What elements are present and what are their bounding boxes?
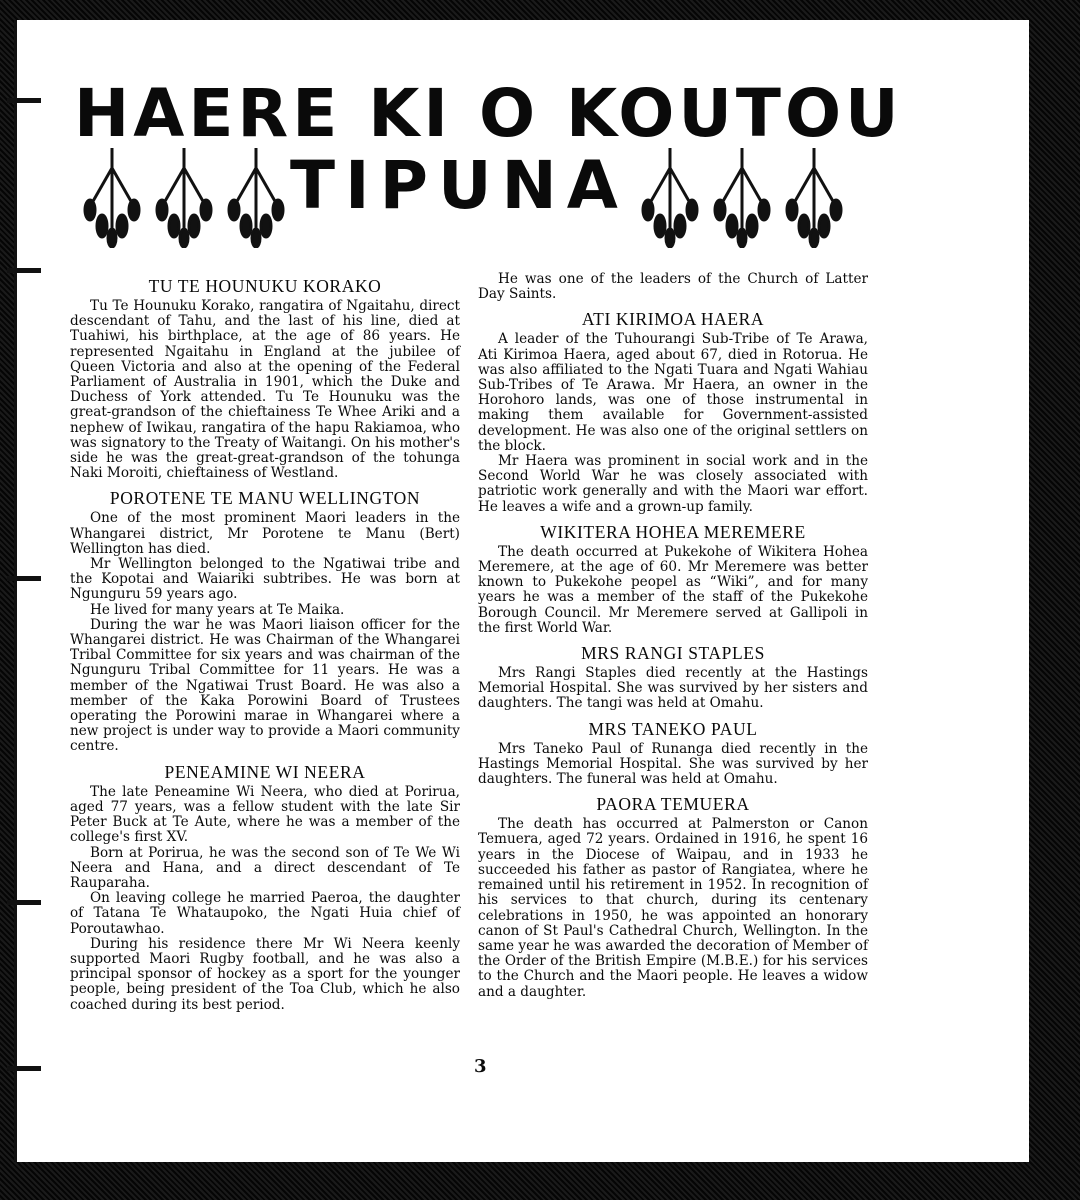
article-paragraph: One of the most prominent Maori leaders in the Whangarei district, Mr Porotene te Manu (Bert) Wellington has died. [70, 510, 460, 557]
article-heading: MRS RANGI STAPLES [581, 643, 765, 664]
article-heading: ATI KIRIMOA HAERA [581, 309, 765, 330]
flax-sprig-icon [712, 148, 772, 248]
obituary-article [478, 309, 868, 514]
article-paragraph: During the war he was Maori liaison officer for the Whangarei district. He was Chairman of the Whangarei Tribal Committee for six years and was chairman of the Ngunguru Tribal Committee for 11 years. He was a member of the Ngatiwai Trust Board. He was also a member of the Kaka Porowini Board of Trustees operating the Porowini marae in Whangarei where a new project is under way to provide a Maori community centre. [70, 616, 460, 755]
flax-sprig-icon [226, 148, 286, 248]
article-heading: PENEAMINE WI NEERA [164, 761, 366, 782]
obituary-article [478, 794, 868, 999]
article-heading: MRS TANEKO PAUL [588, 718, 758, 739]
article-heading: TU TE HOUNUKU KORAKO [148, 276, 382, 296]
right-column [478, 272, 868, 1007]
flax-sprig-icon [640, 148, 700, 248]
article-paragraph: Mr Haera was prominent in social work and in the Second World War he was closely associated with patriotic work generally and with the Maori war effort. He leaves a wife and a grown-up family. [478, 453, 868, 515]
flax-sprig-icon [154, 148, 214, 248]
article-paragraph: During his residence there Mr Wi Neera keenly supported Maori Rugby football, and he was also a principal sponsor of hockey as a sport for the younger people, being president of the Toa Club, which he also coached during its best period. [70, 935, 460, 1013]
article-heading: PAORA TEMUERA [596, 794, 750, 815]
obituary-article [478, 522, 868, 636]
obituary-article [70, 762, 460, 1013]
obituary-article [478, 719, 868, 788]
obituary-article [70, 276, 460, 481]
article-heading: POROTENE TE MANU WELLINGTON [109, 488, 421, 509]
obituary-article [70, 488, 460, 754]
article-paragraph: Mrs Taneko Paul of Runanga died recently in the Hastings Memorial Hospital. She was survived by her daughters. The funeral was held at Omahu. [478, 740, 868, 788]
article-paragraph: A leader of the Tuhourangi Sub-Tribe of Te Arawa, Ati Kirimoa Haera, aged about 67, died in Rotorua. He was also affiliated to the Ngati Tuara and Ngati Wahiau Sub-Tribes of Te Arawa. Mr Haera, an owner in the Horohoro lands, was one of those instrumental in making them available for Government-assisted development. He was also one of the original settlers on the block. [478, 331, 868, 454]
article-paragraph: Mrs Rangi Staples died recently at the Hastings Memorial Hospital. She was survived by her sisters and daughters. The tangi was held at Omahu. [478, 665, 868, 712]
page-title-line1: HAERE KI O KOUTOU [74, 75, 903, 152]
left-column [70, 272, 460, 1020]
article-paragraph: The death has occurred at Palmerston or Canon Temuera, aged 72 years. Ordained in 1916, he spent 16 years in the Diocese of Waipau, and in 1933 he succeeded his father as pastor of Rangiatea, where he remained until his retirement in 1952. In recognition of his services to that church, during its centenary celebrations in 1950, he was appointed an honorary canon of St Paul's Cathedral Church, Wellington. In the same year he was awarded the decoration of Member of the Order of the British Empire (M.B.E.) for his services to the Church and the Maori people. He leaves a widow and a daughter. [478, 816, 868, 1000]
article-paragraph: He lived for many years at Te Maika. [90, 601, 345, 618]
article-paragraph: The death occurred at Pukekohe of Wikitera Hohea Meremere, at the age of 60. Mr Meremere was better known to Pukekohe peopel as “Wiki”, and for many years he was a member of the staff of the Pukekohe Borough Council. Mr Meremere served at Gallipoli in the first World War. [478, 543, 868, 636]
article-paragraph: Mr Wellington belonged to the Ngatiwai tribe and the Kopotai and Waiariki subtribes. He was born at Ngunguru 59 years ago. [70, 556, 460, 603]
page-title-line2: TIPUNA [290, 147, 628, 224]
page-number: 3 [474, 1056, 487, 1077]
article-paragraph: He was one of the leaders of the Church of Latter Day Saints. [478, 271, 868, 303]
article-paragraph: The late Peneamine Wi Neera, who died at Porirua, aged 77 years, was a fellow student with the late Sir Peter Buck at Te Aute, where he was a member of the college's first XV. [70, 783, 460, 846]
article-paragraph: Born at Porirua, he was the second son of Te We Wi Neera and Hana, and a direct descendant of Te Rauparaha. [70, 844, 460, 891]
article-heading: WIKITERA HOHEA MEREMERE [540, 521, 806, 542]
obituary-article [478, 643, 868, 712]
flax-sprig-icon [784, 148, 844, 248]
article-paragraph: Tu Te Hounuku Korako, rangatira of Ngaitahu, direct descendant of Tahu, and the last of his line, died at Tuahiwi, his birthplace, at the age of 86 years. He represented Ngaitahu in England at the jubilee of Queen Victoria and also at the opening of the Federal Parliament of Australia in 1901, which the Duke and Duchess of York attended. Tu Te Hounuku was the great-grandson of the chieftainess Te Whee Ariki and a nephew of Iwikau, rangatira of the hapu Rakiamoa, who was signatory to the Treaty of Waitangi. On his mother's side he was the great-great-grandson of the tohunga Naki Moroiti, chieftainess of Westland. [70, 298, 460, 482]
flax-sprig-icon [82, 148, 142, 248]
obituary-continuation [478, 272, 868, 302]
article-paragraph: On leaving college he married Paeroa, the daughter of Tatana Te Whataupoko, the Ngati Huia chief of Poroutawhao. [70, 890, 460, 937]
